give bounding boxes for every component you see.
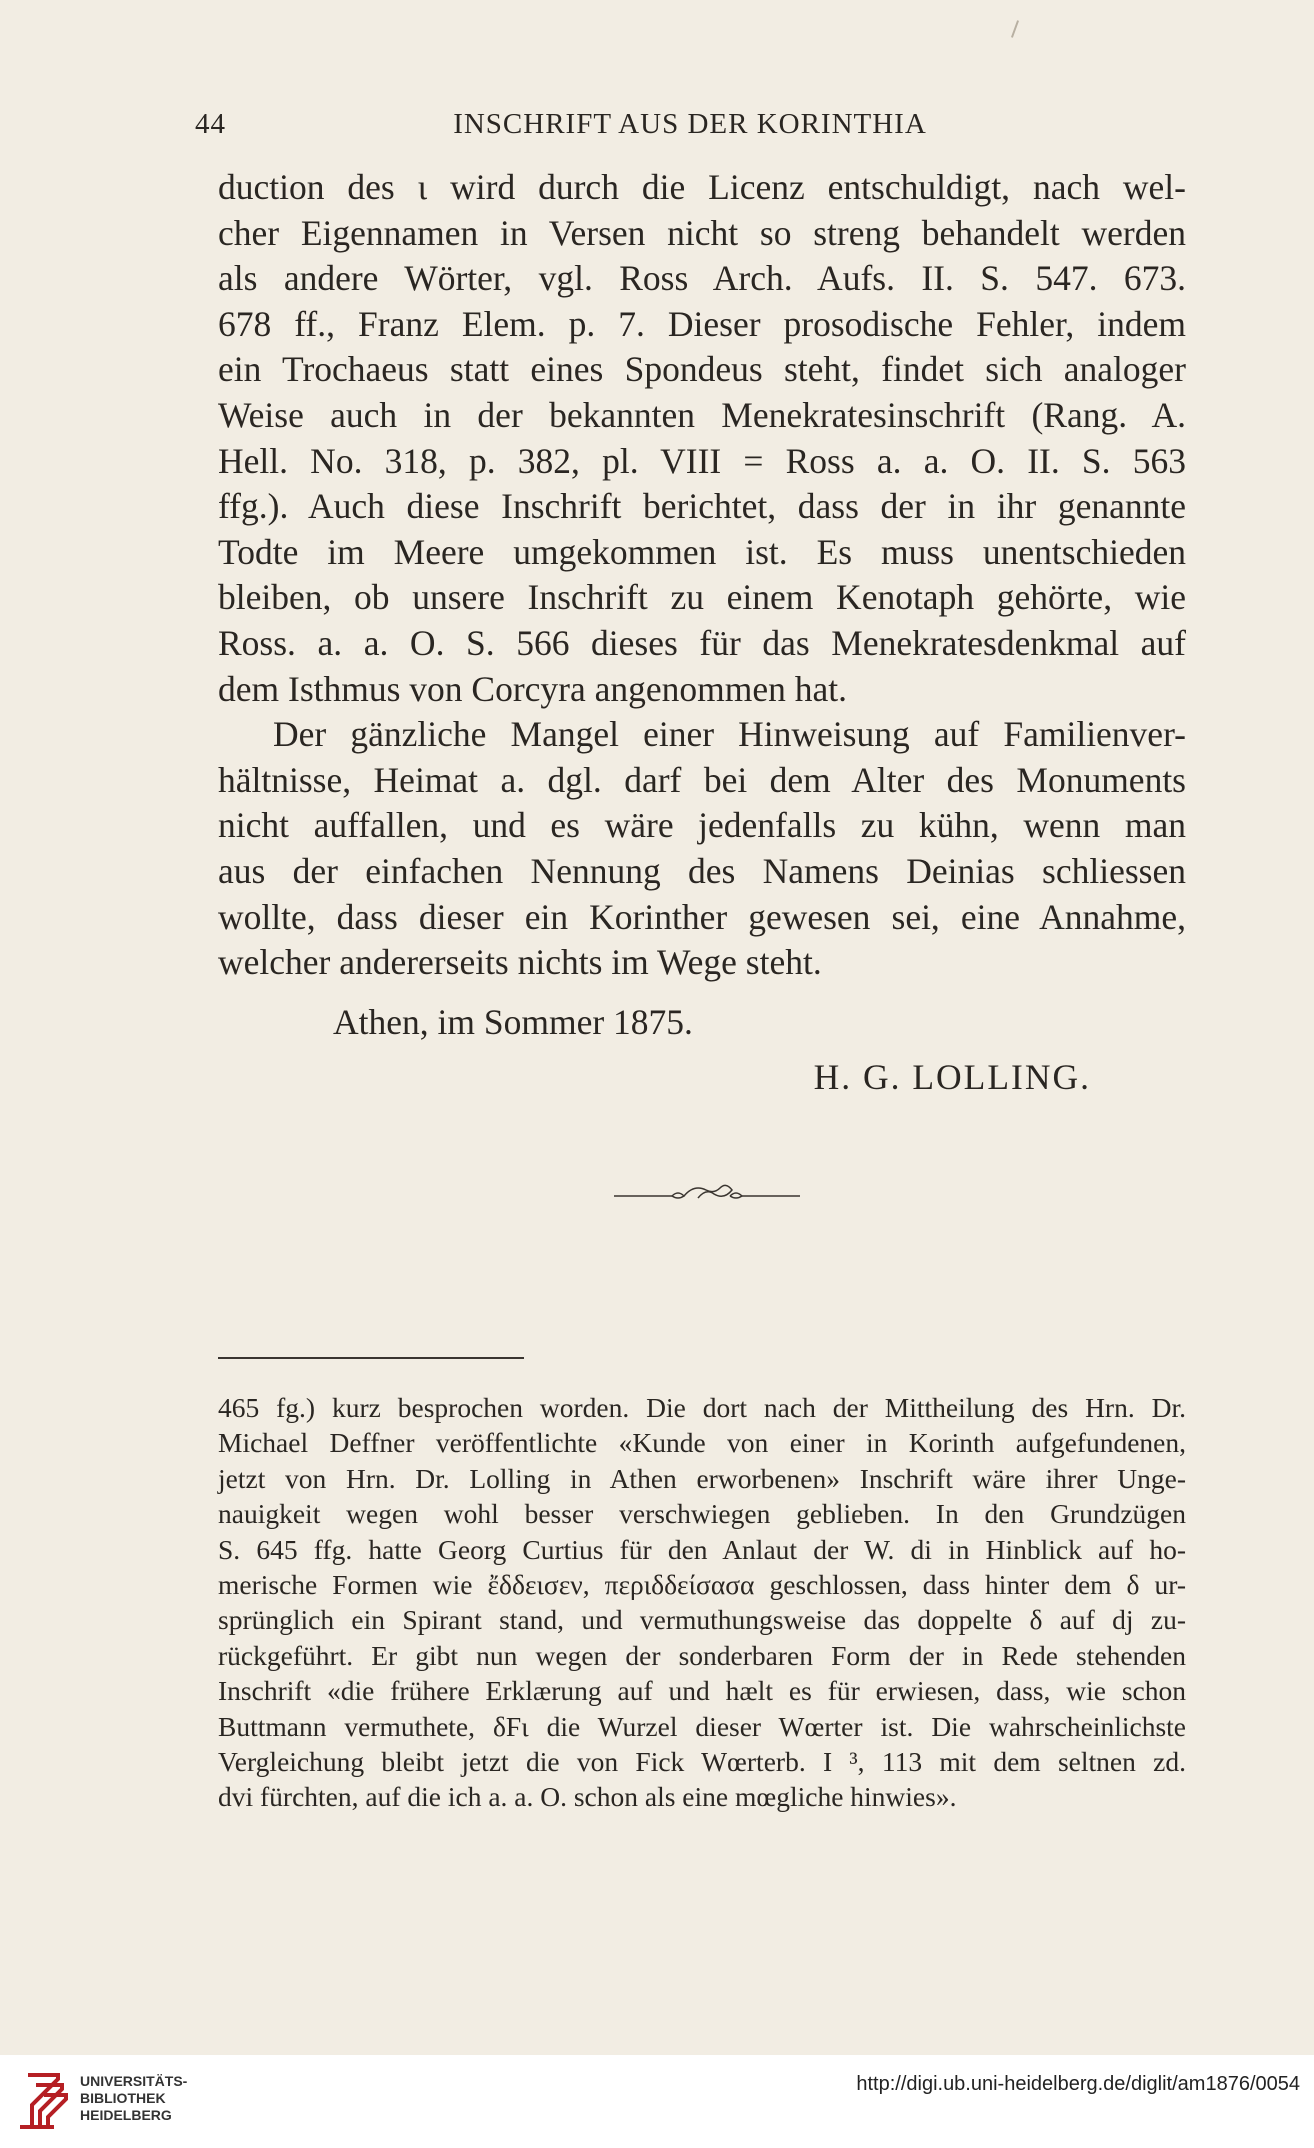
text-line: aus der einfachen Nennung des Namens Deinias schliessen: [218, 850, 1186, 891]
footnote-line: sprünglich ein Spirant stand, und vermuthungsweise das doppelte δ auf dj zu-: [218, 1604, 1186, 1636]
paragraph-2: [218, 712, 1186, 986]
running-title: INSCHRIFT AUS DER KORINTHIA: [453, 108, 927, 140]
library-name: [80, 2073, 187, 2124]
text-line: Der gänzliche Mangel einer Hinweisung auf Familienver-: [273, 714, 1186, 755]
text-line: als andere Wörter, vgl. Ross Arch. Aufs. II. S. 547. 673.: [218, 258, 1186, 299]
text-line: 678 ff., Franz Elem. p. 7. Dieser prosodische Fehler, indem: [218, 303, 1186, 344]
footnote-line: S. 645 ffg. hatte Georg Curtius für den Anlaut der W. di in Hinblick auf ho-: [218, 1533, 1186, 1565]
text-line: bleiben, ob unsere Inschrift zu einem Kenotaph gehörte, wie: [218, 577, 1186, 618]
footnote-line: dvi fürchten, auf die ich a. a. O. schon als eine mœgliche hinwies».: [218, 1781, 957, 1813]
text-line: nicht auffallen, und es wäre jedenfalls zu kühn, wenn man: [218, 805, 1186, 846]
dateline: Athen, im Sommer 1875.: [333, 1001, 693, 1042]
footnote-line: 465 fg.) kurz besprochen worden. Die dort nach der Mittheilung des Hrn. Dr.: [218, 1392, 1186, 1423]
footnote-line: Vergleichung bleibt jetzt die von Fick Wœrterb. I ³, 113 mit dem seltnen zd.: [218, 1745, 1186, 1777]
footnote-line: nauigkeit wegen wohl besser verschwiegen geblieben. In den Grundzügen: [218, 1498, 1186, 1530]
source-url-link[interactable]: http://digi.ub.uni-heidelberg.de/diglit/am1876/0054: [856, 2073, 1300, 2095]
page-number: 44: [195, 108, 226, 140]
page-mark: [1011, 20, 1019, 38]
text-line: dem Isthmus von Corcyra angenommen hat.: [218, 668, 847, 709]
text-line: Weise auch in der bekannten Menekratesinschrift (Rang. A.: [218, 394, 1186, 435]
paragraph-1: [218, 165, 1186, 712]
running-head: [195, 108, 1185, 152]
footnote-rule: [218, 1357, 524, 1359]
library-logo-icon: [14, 2067, 74, 2133]
text-line: Ross. a. a. O. S. 566 dieses für das Menekratesdenkmal auf: [218, 622, 1186, 663]
library-name-line: HEIDELBERG: [80, 2107, 172, 2123]
library-footer: [0, 2055, 1314, 2148]
author-signature: H. G. LOLLING.: [813, 1057, 1091, 1098]
footnote-line: jetzt von Hrn. Dr. Lolling in Athen erworbenen» Inschrift wäre ihrer Unge-: [218, 1462, 1186, 1494]
footnote-block: [218, 1390, 1186, 1815]
footnote-line: rückgeführt. Er gibt nun wegen der sonderbaren Form der in Rede stehenden: [218, 1639, 1186, 1671]
footnote-line: Inschrift «die frühere Erklærung auf und hælt es für erwiesen, dass, wie schon: [218, 1675, 1186, 1707]
text-line: cher Eigennamen in Versen nicht so streng behandelt werden: [218, 212, 1186, 253]
ornament-divider: [612, 1178, 802, 1208]
footnote-line: merische Formen wie ἔδδεισεν, περιδδείσασα geschlossen, dass hinter dem δ ur-: [218, 1568, 1186, 1600]
text-line: wollte, dass dieser ein Korinther gewesen sei, eine Annahme,: [218, 896, 1186, 937]
library-name-line: UNIVERSITÄTS-: [80, 2073, 188, 2089]
text-line: duction des ι wird durch die Licenz entschuldigt, nach wel-: [218, 167, 1186, 207]
text-line: Todte im Meere umgekommen ist. Es muss unentschieden: [218, 531, 1186, 572]
text-line: ffg.). Auch diese Inschrift berichtet, dass der in ihr genannte: [218, 486, 1186, 527]
footnote-line: Buttmann vermuthete, δϜι die Wurzel dieser Wœrter ist. Die wahrscheinlichste: [218, 1710, 1186, 1742]
text-line: Hell. No. 318, p. 382, pl. VIII = Ross a. a. O. II. S. 563: [218, 440, 1186, 481]
text-line: welcher andererseits nichts im Wege steht.: [218, 942, 822, 983]
footnote-line: Michael Deffner veröffentlichte «Kunde von einer in Korinth aufgefundenen,: [218, 1427, 1186, 1459]
library-name-line: BIBLIOTHEK: [80, 2090, 166, 2106]
text-line: ein Trochaeus statt eines Spondeus steht, findet sich analoger: [218, 349, 1186, 390]
text-line: hältnisse, Heimat a. dgl. darf bei dem Alter des Monuments: [218, 759, 1186, 800]
main-text: [218, 165, 1186, 1101]
